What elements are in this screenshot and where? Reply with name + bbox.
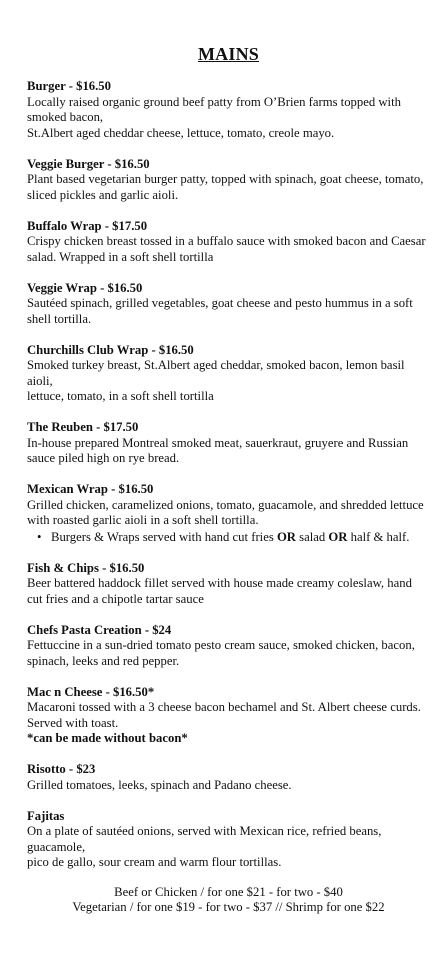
item-title: Chefs Pasta Creation - $24: [27, 622, 172, 637]
sides-note-or: OR: [328, 529, 348, 544]
menu-item-burger: [27, 79, 430, 141]
item-title: Veggie Burger - $16.50: [27, 156, 150, 171]
item-note: *can be made without bacon*: [27, 731, 188, 745]
menu-item-the-reuben: [27, 420, 430, 467]
item-description: Smoked turkey breast, St.Albert aged cheddar, smoked bacon, lemon basil aioli,: [27, 358, 405, 388]
menu-item-veggie-wrap: [27, 281, 430, 328]
item-title: Fajitas: [27, 808, 65, 823]
menu-item-churchills-club-wrap: [27, 343, 430, 405]
item-title: Mac n Cheese - $16.50*: [27, 684, 155, 699]
item-title: Mexican Wrap - $16.50: [27, 482, 154, 496]
item-title: The Reuben - $17.50: [27, 420, 139, 434]
item-title: Veggie Wrap - $16.50: [27, 280, 143, 295]
item-description: pico de gallo, sour cream and warm flour tortillas.: [27, 855, 282, 869]
item-title: Risotto - $23: [27, 762, 96, 776]
sides-note-part: Burgers & Wraps served with hand cut fries: [51, 529, 277, 544]
sides-note-part: salad: [295, 529, 329, 544]
item-description: Grilled tomatoes, leeks, spinach and Padano cheese.: [27, 777, 292, 792]
item-description: Fettuccine in a sun-dried tomato pesto cream sauce, smoked chicken, bacon, spinach, leeks and red pepper.: [27, 638, 415, 668]
menu-item-fish-chips: [27, 561, 430, 608]
sides-note-part: half & half.: [347, 529, 410, 544]
item-description: Crispy chicken breast tossed in a buffalo sauce with smoked bacon and Caesar salad. Wrapped in a soft shell tortilla: [27, 234, 426, 264]
item-description: St.Albert aged cheddar cheese, lettuce, tomato, creole mayo.: [27, 125, 335, 140]
pricing-line: Vegetarian / for one $19 - for two - $37 // Shrimp for one $22: [72, 900, 385, 914]
item-title: Buffalo Wrap - $17.50: [27, 218, 148, 233]
menu-item-mexican-wrap: [27, 482, 430, 545]
sides-note-text: [51, 530, 430, 546]
page-title: MAINS: [197, 44, 259, 64]
sides-note: [37, 530, 430, 546]
item-description: On a plate of sautéed onions, served with Mexican rice, refried beans, guacamole,: [27, 824, 382, 854]
item-description: lettuce, tomato, in a soft shell tortilla: [27, 389, 214, 403]
fajitas-pricing: [27, 885, 430, 916]
item-description: In-house prepared Montreal smoked meat, sauerkraut, gruyere and Russian sauce piled high on rye bread.: [27, 435, 409, 465]
item-title: Fish & Chips - $16.50: [27, 560, 145, 575]
sides-note-or: OR: [276, 529, 296, 544]
menu-item-risotto: [27, 762, 430, 793]
item-description: Sautéed spinach, grilled vegetables, goat cheese and pesto hummus in a soft shell tortilla.: [27, 296, 413, 326]
item-description: Beer battered haddock fillet served with house made creamy coleslaw, hand cut fries and a chipotle tartar sauce: [27, 576, 412, 606]
item-title: Churchills Club Wrap - $16.50: [27, 342, 194, 357]
item-description: Grilled chicken, caramelized onions, tomato, guacamole, and shredded lettuce with roasted garlic aioli in a soft shell tortilla.: [27, 497, 424, 527]
menu-item-fajitas: [27, 809, 430, 871]
bullet-icon: •: [37, 529, 42, 544]
item-description: Plant based vegetarian burger patty, topped with spinach, goat cheese, tomato, sliced pickles and garlic aioli.: [27, 172, 424, 202]
pricing-line: Beef or Chicken / for one $21 - for two - $40: [114, 884, 343, 899]
item-title: Burger - $16.50: [27, 79, 111, 93]
item-description: Macaroni tossed with a 3 cheese bacon bechamel and St. Albert cheese curds. Served with toast.: [27, 700, 421, 730]
menu-item-chefs-pasta: [27, 623, 430, 670]
menu-item-mac-n-cheese: [27, 685, 430, 747]
menu-item-buffalo-wrap: [27, 219, 430, 266]
item-description: Locally raised organic ground beef patty from O’Brien farms topped with smoked bacon,: [27, 94, 401, 124]
menu-item-veggie-burger: [27, 157, 430, 204]
